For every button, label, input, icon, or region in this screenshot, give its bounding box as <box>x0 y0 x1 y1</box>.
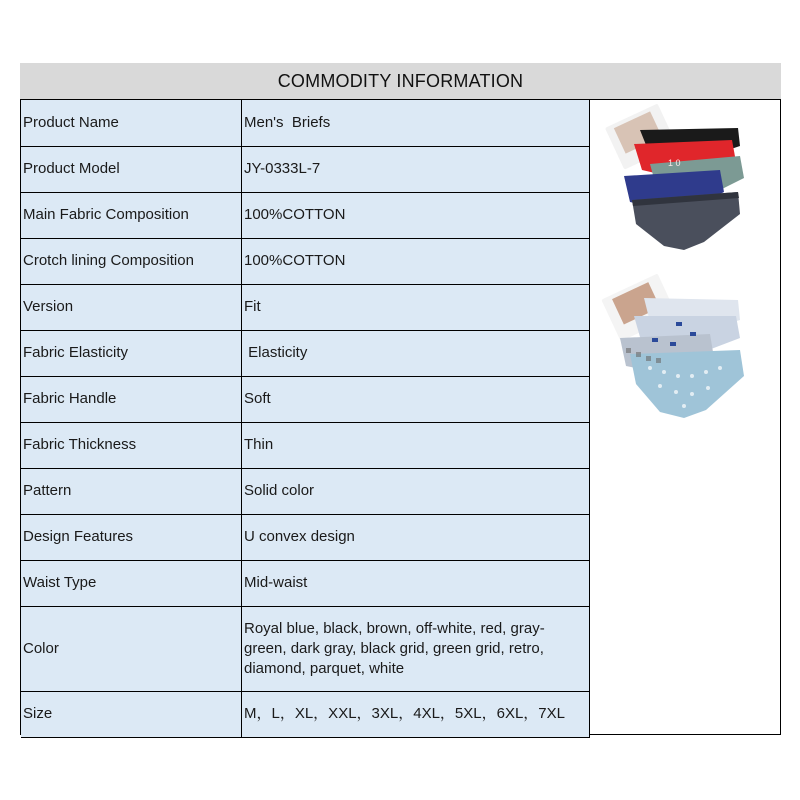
table-row <box>21 514 590 560</box>
row-value: Elasticity <box>242 330 590 376</box>
table-row <box>21 376 590 422</box>
svg-text:1 0: 1 0 <box>668 158 681 168</box>
row-value: U convex design <box>242 514 590 560</box>
table-row <box>21 192 590 238</box>
solid-color-briefs-photo <box>590 100 780 270</box>
row-label: Fabric Elasticity <box>21 330 242 376</box>
table-row <box>21 422 590 468</box>
row-label: Size <box>21 691 242 737</box>
table-row <box>21 691 590 737</box>
row-label: Color <box>21 606 242 691</box>
product-photos <box>590 100 780 734</box>
table-row <box>21 468 590 514</box>
row-label: Pattern <box>21 468 242 514</box>
table-row <box>21 284 590 330</box>
row-value: Mid-waist <box>242 560 590 606</box>
row-label: Fabric Thickness <box>21 422 242 468</box>
row-value: JY-0333L-7 <box>242 146 590 192</box>
table-row <box>21 330 590 376</box>
row-value: Royal blue, black, brown, off-white, red, gray-green, dark gray, black grid, green grid, retro, diamond, parquet, white <box>242 606 590 691</box>
patterned-briefs-photo <box>590 272 780 447</box>
table-row <box>21 100 590 146</box>
sheet-title: COMMODITY INFORMATION <box>20 63 781 99</box>
row-label: Version <box>21 284 242 330</box>
row-label: Waist Type <box>21 560 242 606</box>
row-label: Product Model <box>21 146 242 192</box>
row-label: Product Name <box>21 100 242 146</box>
row-value: Soft <box>242 376 590 422</box>
table-row <box>21 560 590 606</box>
row-value: Men's Briefs <box>242 100 590 146</box>
row-label: Crotch lining Composition <box>21 238 242 284</box>
row-label: Main Fabric Composition <box>21 192 242 238</box>
row-label: Fabric Handle <box>21 376 242 422</box>
row-value: Thin <box>242 422 590 468</box>
table-row <box>21 606 590 691</box>
row-value: 100%COTTON <box>242 238 590 284</box>
row-value: Fit <box>242 284 590 330</box>
spec-table <box>21 100 590 738</box>
table-row <box>21 146 590 192</box>
row-value: 100%COTTON <box>242 192 590 238</box>
table-row <box>21 238 590 284</box>
info-grid <box>20 99 781 735</box>
row-label: Design Features <box>21 514 242 560</box>
commodity-info-sheet <box>20 63 781 735</box>
row-value: Solid color <box>242 468 590 514</box>
row-value: M，L，XL，XXL，3XL，4XL，5XL，6XL，7XL <box>242 691 590 737</box>
